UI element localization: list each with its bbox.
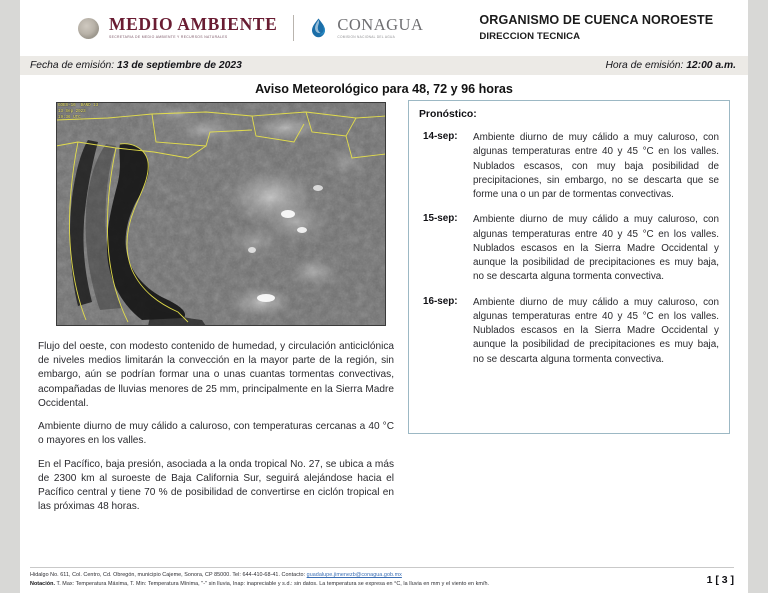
footer-text-block xyxy=(30,572,693,587)
page-title: Aviso Meteorológico para 48, 72 y 96 horas xyxy=(255,82,513,96)
ministry-name: MEDIO AMBIENTE xyxy=(109,14,278,35)
forecast-row xyxy=(419,296,719,367)
notation-label: Notación. xyxy=(30,581,56,587)
satellite-image xyxy=(56,102,386,326)
forecast-date: 14-sep: xyxy=(423,131,458,142)
left-column xyxy=(34,102,400,523)
document-page xyxy=(20,0,748,593)
satellite-timestamp-line2: 13 Sep 2023 xyxy=(58,110,86,115)
summary-paragraph: Ambiente diurno de muy cálido a caluroso, con temperaturas cercanas a 40 °C o mayores en los valles. xyxy=(38,421,394,447)
satellite-timestamp xyxy=(58,103,98,121)
forecast-row xyxy=(419,213,719,284)
logo-divider xyxy=(293,15,294,41)
logo-group xyxy=(78,15,423,41)
water-drop-icon xyxy=(310,18,327,38)
document-body xyxy=(20,96,748,528)
emission-date xyxy=(30,60,242,71)
emission-date-label: Fecha de emisión: xyxy=(30,60,115,71)
forecast-date: 16-sep: xyxy=(423,295,458,307)
satellite-timestamp-line3: 19:36 UTC xyxy=(58,116,81,121)
satellite-timestamp-line1: GOES-16 BAND 13 xyxy=(58,104,99,108)
forecast-text: Ambiente diurno de muy cálido a muy caluroso, con algunas temperaturas entre 40 y 45 °C en los valles. Nublados escasos, con muy baja posibilidad de precipitaciones, sin embargo, no se descarta que se forme una o un par de tormentas convectivas. xyxy=(473,132,719,200)
forecast-text: Ambiente diurno de muy cálido a muy caluroso, con algunas temperaturas entre 40 y 45 °C en los valles. Nublados escasos en la Sierra Madre Occidental y aunque la posibilidad de precipitaciones es muy baja, no se descarta alguna tormenta convectiva. xyxy=(473,214,719,283)
footer-address: Hidalgo No. 611, Col. Centro, Cd. Obregón, municipio Cajeme, Sonora, CP 85000. Tel: 644-410-68-41. Contacto: xyxy=(30,572,307,578)
emission-date-value: 13 de septiembre de 2023 xyxy=(117,60,242,71)
mexico-seal-icon xyxy=(78,18,99,39)
organism-heading xyxy=(479,13,713,43)
document-footer xyxy=(20,567,748,593)
emission-time-value: 12:00 a.m. xyxy=(686,60,736,71)
forecast-row xyxy=(419,131,719,202)
forecast-panel xyxy=(408,100,730,434)
agency-name: CONAGUA xyxy=(337,14,424,34)
contact-email-link[interactable]: guadalupe.jimenezb@conagua.gob.mx xyxy=(306,572,402,578)
footer-notation-line xyxy=(30,581,693,587)
footer-content xyxy=(30,572,734,587)
ministry-subtitle: SECRETARIA DE MEDIO AMBIENTE Y RECURSOS NATURALES xyxy=(109,35,228,40)
forecast-date: 15-sep: xyxy=(423,213,458,225)
footer-address-line xyxy=(30,572,693,578)
emission-time xyxy=(605,60,736,71)
forecast-title: Pronóstico: xyxy=(419,109,477,120)
document-header xyxy=(20,0,748,56)
organism-subtitle: DIRECCION TECNICA xyxy=(479,30,581,42)
summary-paragraph: En el Pacífico, baja presión, asociada a la onda tropical No. 27, se ubica a más de 2300 km al suroeste de Baja California Sur, seguirá alejándose hacia el Pacífico central y tiene 70 % de posibilidad de convertirse en ciclón tropical en las próximas 48 horas. xyxy=(38,458,394,513)
ministry-logo-text xyxy=(109,16,277,39)
organism-title: ORGANISMO DE CUENCA NOROESTE xyxy=(479,13,714,28)
emission-time-label: Hora de emisión: xyxy=(605,60,684,71)
notation-text: T. Max: Temperatura Máxima, T. Min: Temperatura Mínima, "-" sin lluvia, Inap: inapreciable y s.d.: sin datos. La temperatura se expresa en °C, la lluvia en mm y el viento en km/h. xyxy=(55,581,490,587)
emission-bar xyxy=(20,56,748,75)
agency-subtitle: COMISION NACIONAL DEL AGUA xyxy=(337,34,396,39)
forecast-text: Ambiente diurno de muy cálido a muy caluroso, con algunas temperaturas entre 40 y 45 °C en los valles. Nublados escasos en la Sierra Madre Occidental y aunque la posibilidad de precipitaciones es muy baja, no se descarta alguna tormenta convectiva. xyxy=(473,296,719,365)
agency-logo-text xyxy=(337,14,424,39)
footer-divider xyxy=(30,567,734,568)
summary-paragraph: Flujo del oeste, con modesto contenido de humedad, y circulación anticiclónica de niveles medios limitarán la convección en la mayor parte de la región, sin embargo, aún se podrían formar una o unas cuantas tormentas convectivas, acompañadas de lluvias menores de 25 mm, principalmente en la Sierra Madre Occidental. xyxy=(38,341,394,409)
page-number: 1 [ 3 ] xyxy=(706,574,734,586)
